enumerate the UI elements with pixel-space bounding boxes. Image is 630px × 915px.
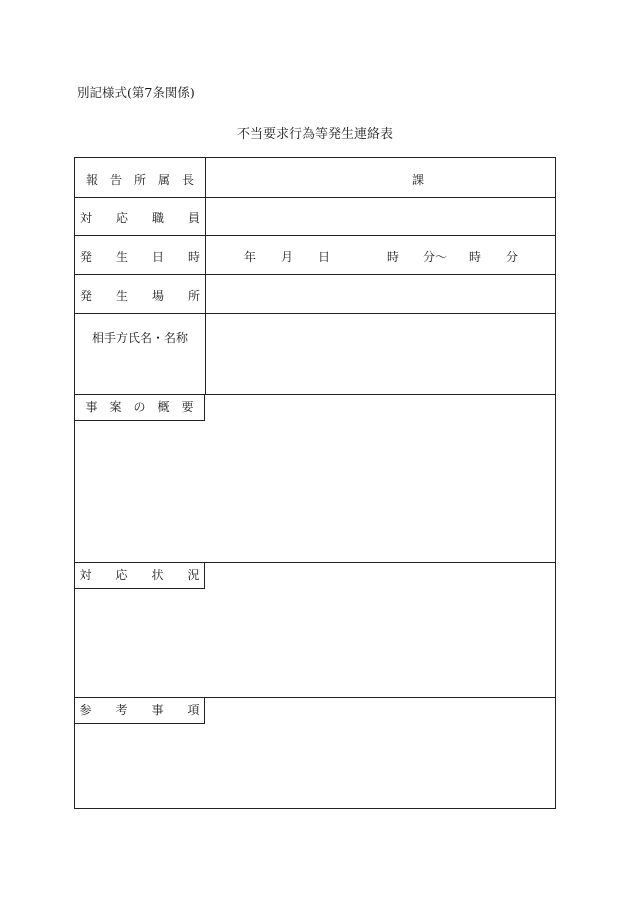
datetime-label: 発 生 日 時 bbox=[79, 250, 200, 264]
summary-label: 事 案 の 概 要 bbox=[75, 394, 205, 421]
row-divider bbox=[75, 197, 555, 198]
section-suffix: 課 bbox=[412, 173, 425, 187]
row-divider bbox=[75, 313, 555, 314]
month-unit: 月 bbox=[281, 250, 294, 264]
staff-label: 対 応 職 員 bbox=[79, 211, 200, 225]
reference-label: 参 考 事 項 bbox=[75, 697, 205, 724]
reporter-label: 報 告 所 属 長 bbox=[85, 173, 194, 187]
label-column-divider bbox=[205, 158, 206, 394]
day-unit: 日 bbox=[318, 250, 331, 264]
report-form-table bbox=[74, 157, 556, 809]
counterpart-label: 相手方氏名・名称 bbox=[91, 331, 188, 345]
hour-from-unit: 時 bbox=[387, 250, 400, 264]
row-divider bbox=[75, 274, 555, 275]
row-divider bbox=[75, 235, 555, 236]
hour-to-unit: 時 bbox=[469, 250, 482, 264]
minute-to-unit: 分 bbox=[506, 250, 519, 264]
page-title: 不当要求行為等発生連絡表 bbox=[236, 127, 393, 142]
form-reference: 別記様式(第7条関係) bbox=[77, 85, 195, 100]
place-label: 発 生 場 所 bbox=[79, 289, 200, 303]
minute-from-unit: 分～ bbox=[423, 250, 448, 264]
year-unit: 年 bbox=[244, 250, 257, 264]
response-label: 対 応 状 況 bbox=[75, 562, 205, 589]
